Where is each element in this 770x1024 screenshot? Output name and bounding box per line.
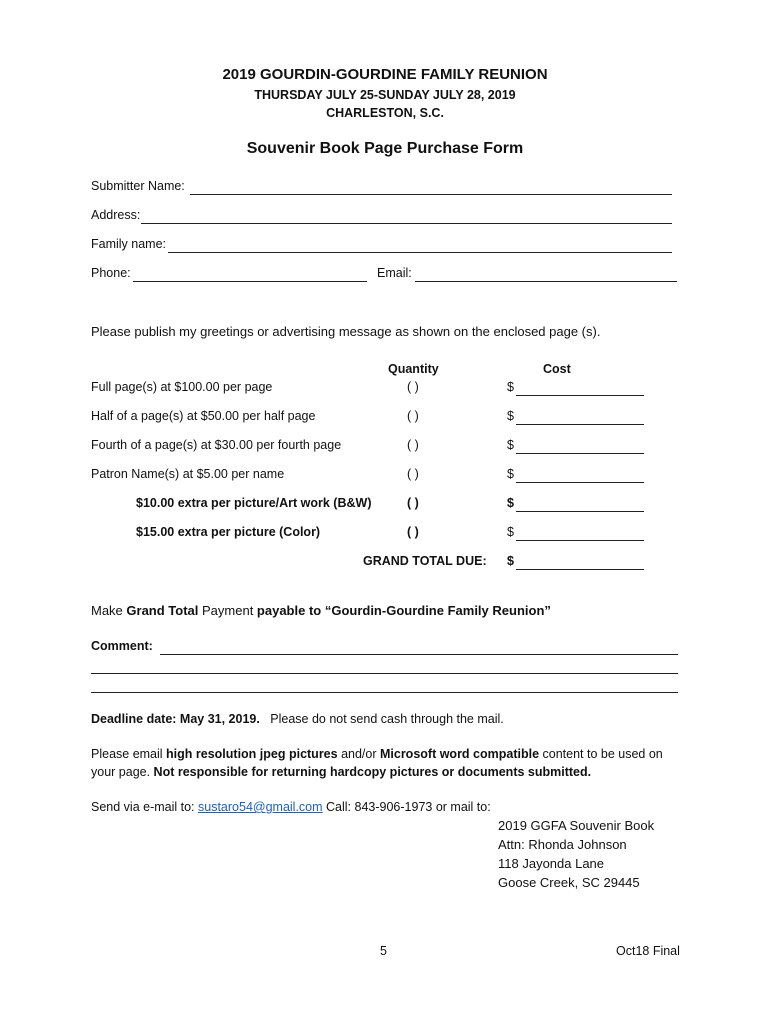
mail-address-line-4: Goose Creek, SC 29445	[498, 875, 640, 890]
email-instructions-line-1: Please email high resolution jpeg pictures and/or Microsoft word compatible content to be used on	[91, 747, 663, 761]
quantity-box[interactable]: ( )	[407, 438, 419, 452]
publish-statement: Please publish my greetings or advertising message as shown on the enclosed page (s).	[91, 324, 601, 339]
row-label-patron-name: Patron Name(s) at $5.00 per name	[91, 467, 285, 481]
submitter-name-field[interactable]	[190, 194, 672, 195]
cost-header: Cost	[543, 362, 571, 376]
reunion-dates: THURSDAY JULY 25-SUNDAY JULY 28, 2019	[254, 88, 516, 102]
comment-field-line-1[interactable]	[160, 654, 678, 655]
cost-dollar: $	[507, 380, 514, 394]
phone-field[interactable]	[133, 281, 367, 282]
quantity-box[interactable]: ( )	[407, 525, 419, 539]
phone-label: Phone:	[91, 266, 131, 280]
family-name-field[interactable]	[168, 252, 672, 253]
cost-field[interactable]	[516, 540, 644, 541]
cost-dollar: $	[507, 496, 514, 510]
quantity-box[interactable]: ( )	[407, 496, 419, 510]
row-label-fourth-page: Fourth of a page(s) at $30.00 per fourth page	[91, 438, 342, 452]
address-label: Address:	[91, 208, 141, 222]
email-label: Email:	[377, 266, 412, 280]
quantity-box[interactable]: ( )	[407, 409, 419, 423]
cost-field[interactable]	[516, 424, 644, 425]
comment-field-line-3[interactable]	[91, 692, 678, 693]
contact-email-link[interactable]: sustaro54@gmail.com	[198, 800, 323, 814]
cost-field[interactable]	[516, 482, 644, 483]
quantity-header: Quantity	[388, 362, 439, 376]
grand-total-label: GRAND TOTAL DUE:	[363, 554, 487, 568]
family-name-label: Family name:	[91, 237, 167, 251]
cost-field[interactable]	[516, 395, 644, 396]
reunion-title: 2019 GOURDIN-GOURDINE FAMILY REUNION	[222, 66, 548, 83]
reunion-location: CHARLESTON, S.C.	[326, 106, 444, 120]
email-instructions-line-2: your page. Not responsible for returning hardcopy pictures or documents submitted.	[91, 765, 592, 779]
email-field[interactable]	[415, 281, 677, 282]
quantity-box[interactable]: ( )	[407, 467, 419, 481]
row-label-color-picture: $15.00 extra per picture (Color)	[136, 525, 321, 539]
cost-dollar: $	[507, 554, 514, 568]
row-label-half-page: Half of a page(s) at $50.00 per half page	[91, 409, 316, 423]
version-label: Oct18 Final	[616, 944, 680, 958]
cost-dollar: $	[507, 525, 514, 539]
cost-dollar: $	[507, 438, 514, 452]
comment-label: Comment:	[91, 639, 153, 653]
form-title: Souvenir Book Page Purchase Form	[246, 140, 524, 157]
row-label-full-page: Full page(s) at $100.00 per page	[91, 380, 273, 394]
send-instructions: Send via e-mail to: sustaro54@gmail.com Call: 843-906-1973 or mail to:	[91, 800, 491, 814]
mail-address-line-2: Attn: Rhonda Johnson	[498, 837, 627, 852]
cost-dollar: $	[507, 409, 514, 423]
grand-total-field[interactable]	[516, 569, 644, 570]
submitter-name-label: Submitter Name:	[91, 179, 185, 193]
row-label-bw-picture: $10.00 extra per picture/Art work (B&W)	[136, 496, 372, 510]
comment-field-line-2[interactable]	[91, 673, 678, 674]
cost-field[interactable]	[516, 453, 644, 454]
address-field[interactable]	[141, 223, 672, 224]
mail-address-line-3: 118 Jayonda Lane	[498, 856, 605, 871]
payment-instruction: Make Grand Total Payment payable to “Gourdin-Gourdine Family Reunion”	[91, 603, 551, 618]
page-number: 5	[380, 944, 387, 958]
mail-address-line-1: 2019 GGFA Souvenir Book	[498, 818, 655, 833]
cost-field[interactable]	[516, 511, 644, 512]
quantity-box[interactable]: ( )	[407, 380, 419, 394]
deadline-notice: Deadline date: May 31, 2019. Please do not send cash through the mail.	[91, 712, 504, 726]
cost-dollar: $	[507, 467, 514, 481]
